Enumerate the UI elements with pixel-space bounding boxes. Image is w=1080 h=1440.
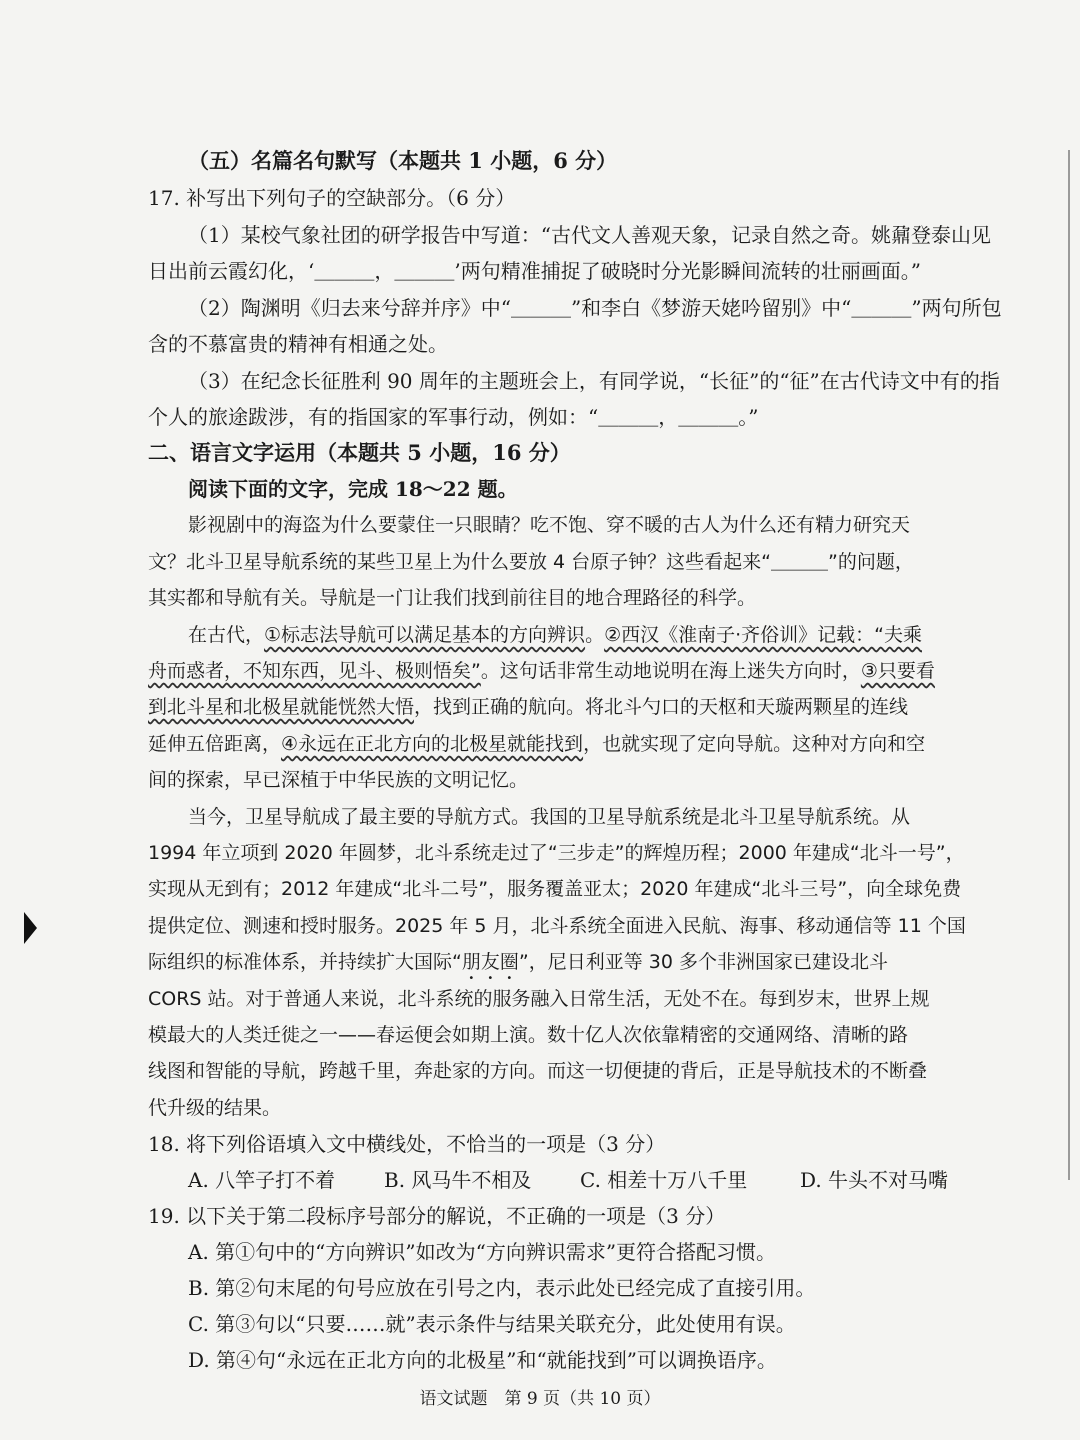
passage-p3-line6: CORS 站。对于普通人来说，北斗系统的服务融入日常生活，无处不在。每到岁末，世界上规 bbox=[148, 988, 930, 1010]
passage-p2-line5: 间的探索，早已深植于中华民族的文明记忆。 bbox=[148, 769, 529, 791]
q19-stem: 19. 以下关于第二段标序号部分的解说，不正确的一项是（3 分） bbox=[148, 1204, 726, 1228]
section2-heading: 二、语言文字运用（本题共 5 小题，16 分） bbox=[148, 440, 571, 465]
sentence-3-marked: ③只要看 bbox=[860, 660, 935, 682]
q19-option-c: C. 第③句以“只要……就”表示条件与结果关联充分，此处使用有误。 bbox=[188, 1312, 796, 1336]
q18-option-c: C. 相差十万八千里 bbox=[580, 1168, 748, 1192]
sentence-2-marked-cont: 舟而惑者，不知东西，见斗、极则悟矣” bbox=[148, 660, 481, 682]
q19-option-a: A. 第①句中的“方向辨识”如改为“方向辨识需求”更符合搭配习惯。 bbox=[188, 1240, 777, 1264]
passage-p2-line1: 在古代，①标志法导航可以满足基本的方向辨识。②西汉《淮南子·齐俗训》记载：“夫乘 bbox=[188, 624, 922, 646]
passage-p3-line8: 线图和智能的导航，跨越千里，奔赴家的方向。而这一切便捷的背后，正是导航技术的不断叠 bbox=[148, 1060, 928, 1082]
q18-stem: 18. 将下列俗语填入文中横线处，不恰当的一项是（3 分） bbox=[148, 1132, 666, 1156]
passage-p3-line9: 代升级的结果。 bbox=[148, 1097, 282, 1119]
sentence-3-marked-cont: 到北斗星和北极星就能恍然大悟 bbox=[148, 696, 415, 718]
emphasized-friends-circle: 朋友圈 bbox=[461, 951, 519, 973]
passage-p1-line3: 其实都和导航有关。导航是一门让我们找到前往目的地合理路径的科学。 bbox=[148, 587, 757, 609]
q19-option-d: D. 第④句“永远在正北方向的北极星”和“就能找到”可以调换语序。 bbox=[188, 1348, 777, 1372]
page-fold-line bbox=[1068, 150, 1070, 1180]
sentence-4-marked: ④永远在正北方向的北极星就能找到 bbox=[281, 733, 584, 755]
page-turn-arrow-icon[interactable] bbox=[24, 912, 37, 944]
q19-option-b: B. 第②句末尾的句号应放在引号之内，表示此处已经完成了直接引用。 bbox=[188, 1276, 816, 1300]
sentence-1-marked: ①标志法导航可以满足基本的方向辨识 bbox=[264, 624, 586, 646]
q17-p3-line1: （3）在纪念长征胜利 90 周年的主题班会上，有同学说，“长征”的“征”在古代诗文中有的指 bbox=[188, 369, 1000, 393]
passage-p3-line1: 当今，卫星导航成了最主要的导航方式。我国的卫星导航系统是北斗卫星导航系统。从 bbox=[188, 806, 911, 828]
q17-p1-line2: 日出前云霞幻化，‘＿＿＿，＿＿＿’两句精准捕捉了破晓时分光影瞬间流转的壮丽画面。” bbox=[148, 259, 921, 283]
page-footer: 语文试题 第 9 页（共 10 页） bbox=[419, 1389, 661, 1409]
passage-p3-line4: 提供定位、测速和授时服务。2025 年 5 月，北斗系统全面进入民航、海事、移动通信等 11 个国 bbox=[148, 915, 966, 937]
section5-heading: （五）名篇名句默写（本题共 1 小题，6 分） bbox=[188, 148, 618, 173]
q17-p1-line1: （1）某校气象社团的研学报告中写道：“古代文人善观天象，记录自然之奇。姚鼐登泰山见 bbox=[188, 223, 991, 247]
q18-option-b: B. 风马牛不相及 bbox=[384, 1168, 532, 1192]
passage-p3-line2: 1994 年立项到 2020 年圆梦，北斗系统走过了“三步走”的辉煌历程；2000 年建成“北斗一号”， bbox=[148, 842, 965, 864]
q17-p2-line1: （2）陶渊明《归去来兮辞并序》中“＿＿＿”和李白《梦游天姥吟留别》中“＿＿＿”两句所包 bbox=[188, 296, 1002, 320]
passage-p2-line2: 舟而惑者，不知东西，见斗、极则悟矣”。这句话非常生动地说明在海上迷失方向时，③只要看 bbox=[148, 660, 935, 682]
passage-p2-line3: 到北斗星和北极星就能恍然大悟，找到正确的航向。将北斗勺口的天枢和天璇两颗星的连线 bbox=[148, 696, 909, 718]
passage-p1-line2: 文？北斗卫星导航系统的某些卫星上为什么要放 4 台原子钟？这些看起来“＿＿＿”的问题， bbox=[148, 551, 914, 573]
passage-p1-line1: 影视剧中的海盗为什么要蒙住一只眼睛？吃不饱、穿不暖的古人为什么还有精力研究天 bbox=[188, 514, 911, 536]
q17-p2-line2: 含的不慕富贵的精神有相通之处。 bbox=[148, 332, 448, 356]
passage-p2-line4: 延伸五倍距离，④永远在正北方向的北极星就能找到，也就实现了定向导航。这种对方向和空 bbox=[148, 733, 926, 755]
q17-p3-line2: 个人的旅途跋涉，有的指国家的军事行动，例如：“＿＿＿，＿＿＿。” bbox=[148, 405, 759, 429]
section2-instruction: 阅读下面的文字，完成 18～22 题。 bbox=[188, 477, 518, 501]
passage-p3-line5: 际组织的标准体系，并持续扩大国际“朋友圈”，尼日利亚等 30 多个非洲国家已建设北斗 bbox=[148, 951, 888, 973]
q18-option-a: A. 八竿子打不着 bbox=[188, 1168, 336, 1192]
q18-option-d: D. 牛头不对马嘴 bbox=[800, 1168, 949, 1192]
passage-p3-line7: 模最大的人类迁徙之一——春运便会如期上演。数十亿人次依靠精密的交通网络、清晰的路 bbox=[148, 1024, 909, 1046]
sentence-2-marked: ②西汉《淮南子·齐俗训》记载：“夫乘 bbox=[604, 624, 922, 646]
q17-stem: 17. 补写出下列句子的空缺部分。（6 分） bbox=[148, 186, 516, 210]
passage-p3-line3: 实现从无到有；2012 年建成“北斗二号”，服务覆盖亚太；2020 年建成“北斗三号”，向全球免费 bbox=[148, 878, 962, 900]
